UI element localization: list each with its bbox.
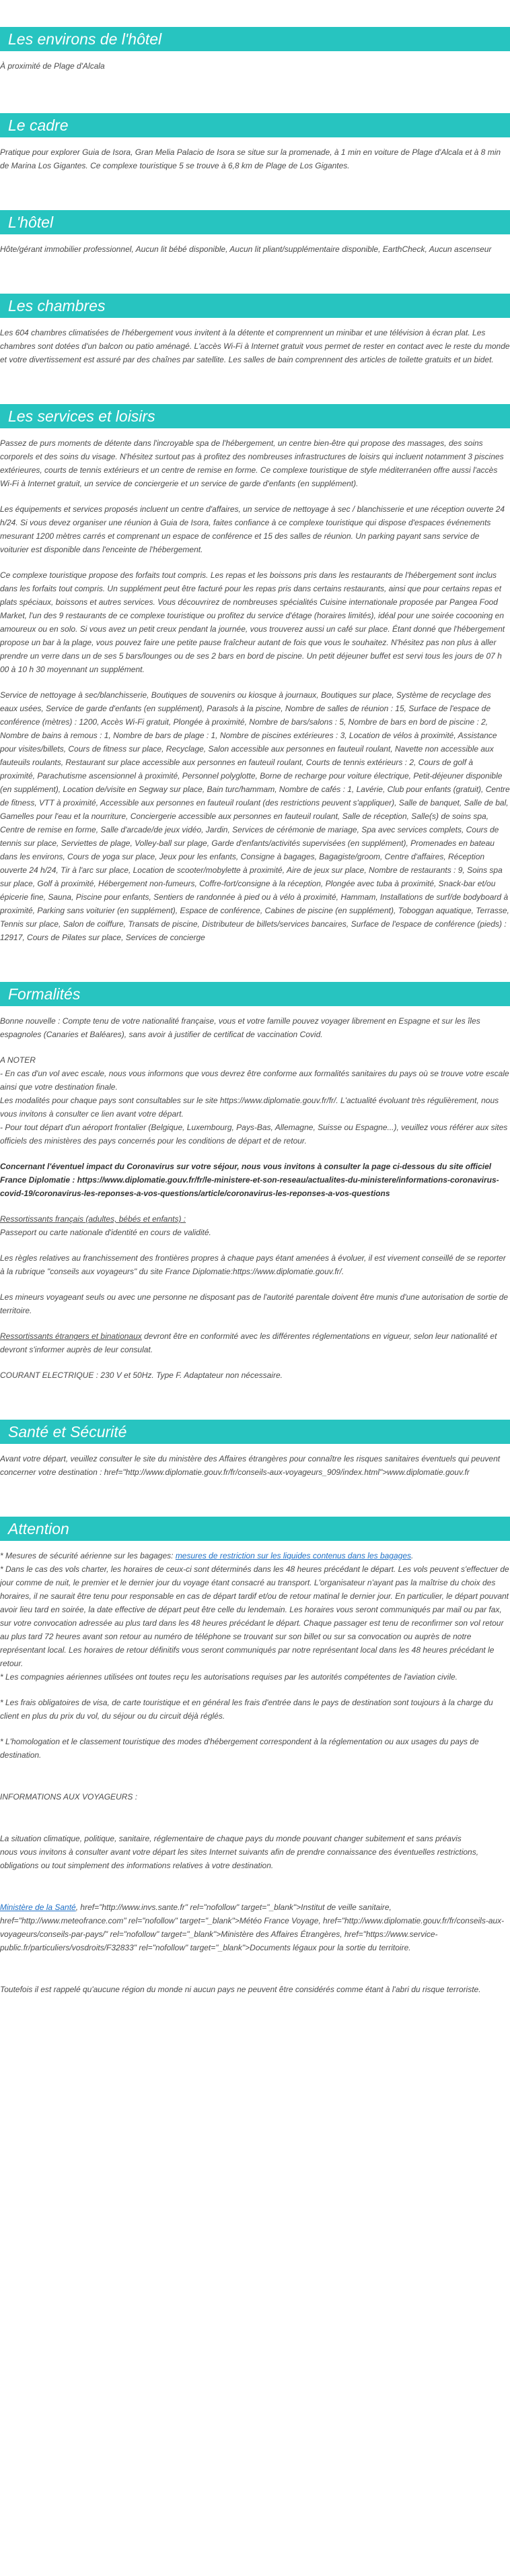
- liquides-link[interactable]: mesures de restriction sur les liquides contenus dans les bagages: [175, 1551, 412, 1560]
- section-title: L'hôtel: [0, 210, 510, 234]
- infos-title: INFORMATIONS AUX VOYAGEURS :: [0, 1792, 138, 1802]
- formalites-intro: Bonne nouvelle : Compte tenu de votre nationalité française, vous et votre famille pouvez voyager librement en Espagne et sur les îles espagnoles (Canaries et Baléares), sans avoir à justifier de certificat de vaccination Covid.: [0, 1016, 480, 1039]
- section-cadre: [0, 113, 510, 172]
- links-text: , href="http://www.invs.sante.fr" rel="nofollow" target="_blank">Institut de veille sanitaire, href="http://www.meteofrance.com" rel="nofollow" target="_blank">Météo France Voyage, href="http://www.diplomatie.gouv.fr/fr/conseils-aux-voyageurs/conseils-par-pays/" rel="nofollow" target="_blank">Ministère des Affaires Étrangères, href="https://www.service-public.fr/particuliers/vosdroits/F32833" rel="nofollow" target="_blank">Documents légaux pour la sortie du territoire.: [0, 1903, 505, 1952]
- section-text: À proximité de Plage d'Alcala: [0, 61, 105, 71]
- section-title: Attention: [0, 1517, 510, 1541]
- frais-visa-text: * Les frais obligatoires de visa, de carte touristique et en général les frais d'entrée dans le pays de destination sont toujours à la charge du client en plus du prix du vol, du séjour ou du circuit déjà réglés.: [0, 1698, 493, 1721]
- section-chambres: [0, 294, 510, 366]
- section-hotel: [0, 210, 510, 256]
- note-line: - Pour tout départ d'un aéroport frontalier (Belgique, Luxembourg, Pays-Bas, Allemagne, Suisse ou Espagne...), veuillez vous référer aux sites officiels des ministères des pays concernés pour les conditions de départ et de retour.: [0, 1123, 508, 1146]
- section-sante: [0, 1420, 510, 1479]
- note-line: - En cas d'un vol avec escale, nous vous informons que vous devrez être conforme aux formalités sanitaires du pays où se trouve votre escale ainsi que votre destination finale.: [0, 1069, 509, 1092]
- homologation-text: * L'homologation et le classement touristique des modes d'hébergement correspondent à la réglementation ou aux usages du pays de destination.: [0, 1737, 479, 1760]
- terrorisme-text: Toutefois il est rappelé qu'aucune région du monde ni aucun pays ne peuvent être considérés comme étant à l'abri du risque terroriste.: [0, 1985, 481, 1994]
- bagages-suffix: .: [411, 1551, 414, 1560]
- section-title: Le cadre: [0, 113, 510, 137]
- section-environs: [0, 27, 510, 73]
- services-amenities-list: Service de nettoyage à sec/blanchisserie, Boutiques de souvenirs ou kiosque à journaux, Boutiques sur place, Système de recyclage des eaux usées, Service de garde d'enfants (en supplément), Parasols à la piscine, Nombre de salles de réunion : 15, Surface de l'espace de conférence (mètres) : 1200, Accès Wi-Fi gratuit, Plongée à proximité, Nombre de bars/salons : 5, Nombre de bars en bord de piscine : 2, Nombre de bains à remous : 1, Nombre de bars de plage : 1, Nombre de piscines extérieures : 3, Location de vélos à proximité, Assistance pour visites/billets, Cours de fitness sur place, Recyclage, Salon accessible aux personnes en fauteuil roulant, Navette non accessible aux fauteuils roulants, Restaurant sur place accessible aux personnes en fauteuil roulant, Courts de tennis extérieurs : 2, Cours de golf à proximité, Parachutisme ascensionnel à proximité, Personnel polyglotte, Borne de recharge pour voiture électrique, Petit-déjeuner disponible (en supplément), Location de/visite en Segway sur place, Bain turc/hammam, Nombre de cafés : 1, Lavérie, Club pour enfants (gratuit), Centre de fitness, VTT à proximité, Accessible aux personnes en fauteuil roulant (des restrictions peuvent s'appliquer), Salle de banquet, Salle de bal, Gamelles pour l'eau et la nourriture, Conciergerie accessible aux personnes en fauteuil roulant, Salle de réception, Salle(s) de soins spa, Centre de remise en forme, Salle d'arcade/de jeux vidéo, Jardin, Services de cérémonie de mariage, Spa avec services complets, Cours de tennis sur place, Serviettes de plage, Volley-ball sur plage, Garde d'enfants/activités supervisées (en supplément), Promenades en bateau dans les environs, Cours de yoga sur place, Jeux pour les enfants, Consigne à bagages, Bagagiste/groom, Centre d'affaires, Réception ouverte 24 h/24, Tir à l'arc sur place, Location de scooter/mobylette à proximité, Aire de jeux sur place, Nombre de restaurants : 9, Soins spa sur place, Golf à proximité, Hébergement non-fumeurs, Coffre-fort/consigne à la réception, Plongée avec tuba à proximité, Snack-bar et/ou épicerie fine, Sauna, Piscine pour enfants, Sentiers de randonnée à pied ou à vélo à proximité, Hammam, Installations de surf/de bodyboard à proximité, Parking sans voiturier (en supplément), Espace de conférence, Cabines de piscine (en supplément), Toboggan aquatique, Terrasse, Tennis sur place, Salon de coiffure, Transats de piscine, Distributeur de billets/services bancaires, Surface de l'espace de conférence (pieds) : 12917, Cours de Pilates sur place, Services de concierge: [0, 690, 510, 942]
- courant-electrique: COURANT ELECTRIQUE : 230 V et 50Hz. Type F. Adaptateur non nécessaire.: [0, 1370, 283, 1380]
- services-paragraph-spa: Passez de purs moments de détente dans l'incroyable spa de l'hébergement, un centre bien-être qui propose des massages, des soins corporels et des soins du visage. N'hésitez surtout pas à profitez des nombreuses infrastructures de loisirs qui incluent notamment 3 piscines extérieures, courts de tennis extérieurs et un centre de remise en forme. Ce complexe touristique de style méditerranéen offre aussi l'accès Wi-Fi à Internet gratuit, un service de conciergerie et un service de garde d'enfants (en supplément).: [0, 438, 504, 488]
- ressortissants-fr-text: Passeport ou carte nationale d'identité en cours de validité.: [0, 1228, 211, 1237]
- note-title: A NOTER: [0, 1055, 36, 1065]
- section-formalites: [0, 982, 510, 1382]
- section-title: Les chambres: [0, 294, 510, 318]
- section-title: Les services et loisirs: [0, 404, 510, 428]
- ressortissants-etr-text: devront être en conformité avec les différentes réglementations en vigueur, selon leur nationalité et devront s'informer auprès de leur consulat.: [0, 1331, 497, 1354]
- ressortissants-fr-label: Ressortissants français (adultes, bébés et enfants) :: [0, 1214, 186, 1224]
- compagnies-text: * Les compagnies aériennes utilisées ont toutes reçu les autorisations requises par les autorités compétentes de l'aviation civile.: [0, 1672, 458, 1682]
- section-text: Pratique pour explorer Guia de Isora, Gran Melia Palacio de Isora se situe sur la promenade, à 1 min en voiture de Plage d'Alcala et à 8 min de Marina Los Gigantes. Ce complexe touristique 5 se trouve à 6,8 km de Plage de Los Gigantes.: [0, 147, 501, 170]
- section-title: Les environs de l'hôtel: [0, 27, 510, 51]
- mineurs-text: Les mineurs voyageant seuls ou avec une personne ne disposant pas de l'autorité parentale doivent être munis d'une autorisation de sortie de territoire.: [0, 1292, 509, 1315]
- section-title: Santé et Sécurité: [0, 1420, 510, 1444]
- section-services: [0, 404, 510, 944]
- regles-frontieres: Les règles relatives au franchissement des frontières propres à chaque pays étant amenées à évoluer, il est vivement conseillé de se reporter à la rubrique "conseils aux voyageurs" du site France Diplomatie:https://www.diplomatie.gouv.fr/.: [0, 1253, 506, 1276]
- covid-notice: Concernant l'éventuel impact du Coronavirus sur votre séjour, nous vous invitons à consulter la page ci-dessous du site officiel France Diplomatie : https://www.diplomatie.gouv.fr/fr/le-ministere-et-son-reseau/actualites-du-ministere/informations-coronavirus-covid-19/coronavirus-les-reponses-a-vos-questions/article/coronavirus-les-reponses-a-vos-questions: [0, 1162, 499, 1198]
- services-paragraph-business: Les équipements et services proposés incluent un centre d'affaires, un service de nettoyage à sec / blanchisserie et une réception ouverte 24 h/24. Si vous devez organiser une réunion à Guia de Isora, faites confiance à ce complexe touristique qui dispose d'espaces événements mesurant 1200 mètres carrés et comprenant un espace de conférence et 15 des salles de réunion. Un parking payant sans service de voiturier est disponible dans l'enceinte de l'hébergement.: [0, 504, 505, 554]
- section-text: Hôte/gérant immobilier professionnel, Aucun lit bébé disponible, Aucun lit pliant/supplémentaire disponible, EarthCheck, Aucun ascenseur: [0, 244, 492, 254]
- infos-text: La situation climatique, politique, sanitaire, réglementaire de chaque pays du monde pouvant changer subitement et sans préavis nous vous invitons à consulter avant votre départ les sites Internet suivants afin de prendre connaissance des éventuelles restrictions, obligations ou tout simplement des informations relatives à votre destination.: [0, 1834, 479, 1870]
- ressortissants-etr-label: Ressortissants étrangers et binationaux: [0, 1331, 142, 1341]
- services-paragraph-dining: Ce complexe touristique propose des forfaits tout compris. Les repas et les boissons pris dans les restaurants de l'hébergement sont inclus dans les forfaits tout compris. Un supplément peut être facturé pour les repas pris dans certains restaurants, ainsi que pour certains repas et plats spéciaux, boissons et autres services. Vous découvrirez de nombreuses spécialités Cuisine internationale proposée par Pangea Food Market, l'un des 9 restaurants de ce complexe touristique ou profitez du service d'étage (horaires limités), idéal pour une soirée cocooning en amoureux ou en solo. Si vous avez un petit creux pendant la journée, vous trouverez aussi un café sur place. Étant donné que l'hébergement propose un bar à la plage, vous pouvez faire une petite pause fraîcheur autant de fois que vous le souhaitez. N'hésitez pas non plus à aller prendre un verre dans un de ses 5 bars/lounges ou de ses 2 bars en bord de piscine. Un petit déjeuner buffet est servi tous les jours de 07 h 00 à 10 h 30 moyennant un supplément.: [0, 570, 505, 674]
- section-attention: [0, 1517, 510, 1996]
- ministere-sante-link[interactable]: Ministère de la Santé: [0, 1903, 76, 1912]
- charter-text: * Dans le cas des vols charter, les horaires de ceux-ci sont déterminés dans les 48 heures précédant le départ. Les vols peuvent s'effectuer de jour comme de nuit, le premier et le dernier jour du voyage étant consacré au transport. L'organisateur n'ayant pas la maîtrise du choix des horaires, il ne saurait être tenu pour responsable en cas de départ tardif et/ou de retour matinal le dernier jour. En particulier, le départ pouvant avoir lieu tard en soirée, la date effective de départ peut être celle du lendemain. Les horaires vous seront communiqués par mail ou par fax, sur votre convocation adressée au plus tard dans les 48 heures précédant le départ. Chaque passager est tenu de reconfirmer son vol retour au plus tard 72 heures avant son retour au numéro de téléphone se trouvant sur son billet ou sur sa convocation ou auprès de notre représentant local. Les horaires de retour définitifs vous seront communiqués par notre représentant local dans les 48 heures précédant le retour.: [0, 1564, 509, 1668]
- section-text: Les 604 chambres climatisées de l'hébergement vous invitent à la détente et comprennent un minibar et une télévision à écran plat. Les chambres sont dotées d'un balcon ou patio aménagé. L'accès Wi-Fi à Internet gratuit vous permet de rester en contact avec le reste du monde et votre divertissement est assuré par des chaînes par satellite. Les salles de bain comprennent des articles de toilette gratuits et un bidet.: [0, 328, 510, 364]
- section-title: Formalités: [0, 982, 510, 1006]
- note-line: Les modalités pour chaque pays sont consultables sur le site https://www.diplomatie.gouv.fr/fr/. L'actualité évoluant très régulièrement, nous vous invitons à consulter ce lien avant votre départ.: [0, 1096, 499, 1119]
- bagages-prefix: * Mesures de sécurité aérienne sur les bagages:: [0, 1551, 176, 1560]
- section-text: Avant votre départ, veuillez consulter le site du ministère des Affaires étrangères pour connaître les risques sanitaires éventuels qui peuvent concerner votre destination : href="http://www.diplomatie.gouv.fr/fr/conseils-aux-voyageurs_909/index.html">www.diplomatie.gouv.fr: [0, 1454, 501, 1477]
